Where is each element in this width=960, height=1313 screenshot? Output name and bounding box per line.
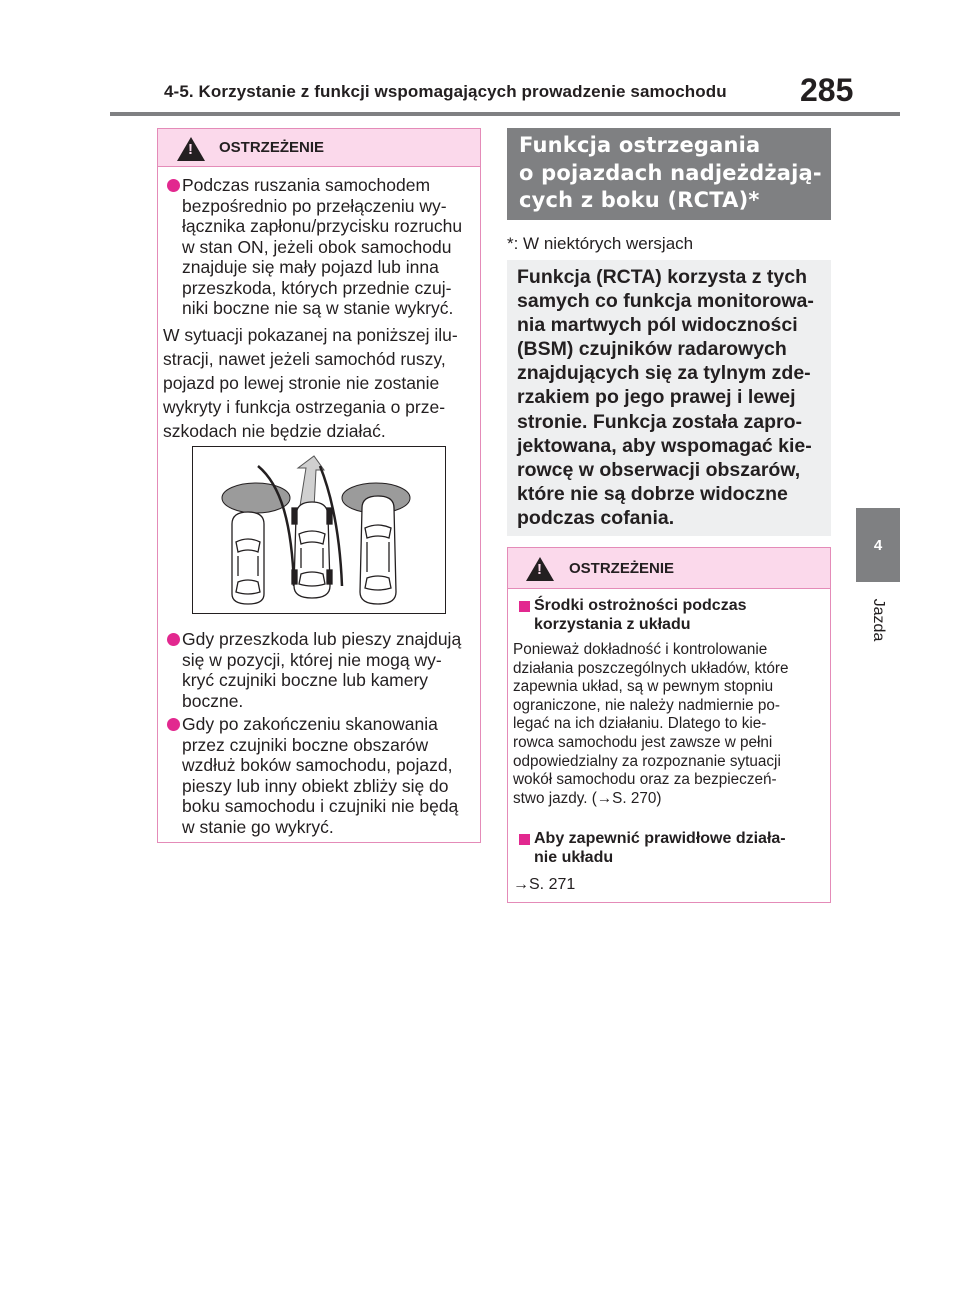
header-rule	[110, 112, 900, 116]
footnote: *: W niektórych wersjach	[507, 234, 694, 253]
warning-bullet-1: Podczas ruszania samochodem bezpośrednio po przełączeniu wy- łącznika zapłonu/przycisku rozruchu w stan ON, jeżeli obok samochodu znajduje się mały pojazd lub inna przeszkoda, których przednie czuj- niki boczne nie są w stanie wykryć.	[182, 175, 463, 318]
warning-icon	[526, 557, 554, 581]
running-header: 4-5. Korzystanie z funkcji wspomagających prowadzenie samochodu	[164, 82, 727, 101]
page-reference[interactable]: →S. 271	[513, 876, 576, 893]
warning-bullet-2: Gdy przeszkoda lub pieszy znajdują się w pozycji, której nie mogą wy- kryć czujniki boczne lub kamery boczne.	[182, 629, 462, 711]
subheading-icon	[519, 601, 530, 612]
chapter-number: 4	[873, 536, 883, 554]
warning-icon	[177, 137, 205, 161]
warning-heading: OSTRZEŻENIE	[219, 139, 325, 156]
bullet-icon	[167, 718, 180, 731]
bullet-icon	[167, 179, 180, 192]
chapter-tab	[856, 508, 900, 582]
car-center	[292, 502, 332, 598]
chapter-label	[860, 590, 896, 650]
summary-text: Funkcja (RCTA) korzysta z tych samych co funkcja monitorowa- nia martwych pól widoczności (BSM) czujników radarowych znajdujących się za tylnym zde- rzakiem po jego prawej i lewej stronie. Funkcja została zapro- jektowana, aby wspomagać kie- rowcę w obserwacji obszarów, które nie są dobrze widoczne podczas cofania.	[517, 266, 814, 529]
bullet-icon	[167, 633, 180, 646]
warning-header	[508, 548, 830, 589]
car-left	[232, 512, 264, 604]
car-right	[360, 496, 396, 604]
parking-illustration	[192, 446, 446, 614]
chapter-label-text: Jazda	[870, 598, 887, 642]
warning-bullet-3: Gdy po zakończeniu skanowania przez czujniki boczne obszarów wzdłuż boków samochodu, pojazd, pieszy lub inny obiekt zbliży się do boku samochodu i czujniki nie będą w stanie go wykryć.	[182, 714, 459, 837]
warning-body: Ponieważ dokładność i kontrolowanie działania poszczególnych układów, które zapewnia układ, są w pewnym stopniu ograniczone, nie należy nadmiernie po- legać na ich działaniu. Dlatego to kie- rowca samochodu jest zawsze w pełni odpowiedzialny za rozpoznanie sytuacji wokół samochodu oraz za bezpieczeń- stwo jazdy. (→S. 270)	[513, 641, 789, 807]
warning-subheading-2: Aby zapewnić prawidłowe działa- nie układu	[534, 830, 786, 866]
warning-heading: OSTRZEŻENIE	[569, 560, 675, 577]
warning-header	[158, 129, 480, 167]
page-number: 285	[800, 72, 854, 108]
warning-box-right	[507, 547, 831, 903]
summary-box	[507, 260, 831, 536]
section-title-band	[507, 128, 831, 220]
warning-subheading-1: Środki ostrożności podczas korzystania z układu	[534, 597, 747, 633]
warning-paragraph: W sytuacji pokazanej na poniższej ilu- stracji, nawet jeżeli samochód ruszy, pojazd po lewej stronie nie zostanie wykryty i funkcja ostrzegania o prze- szkodach nie będzie działać.	[163, 325, 458, 441]
section-title: Funkcja ostrzegania o pojazdach nadjeżdżają- cych z boku (RCTA)*	[519, 133, 822, 212]
subheading-icon	[519, 834, 530, 845]
